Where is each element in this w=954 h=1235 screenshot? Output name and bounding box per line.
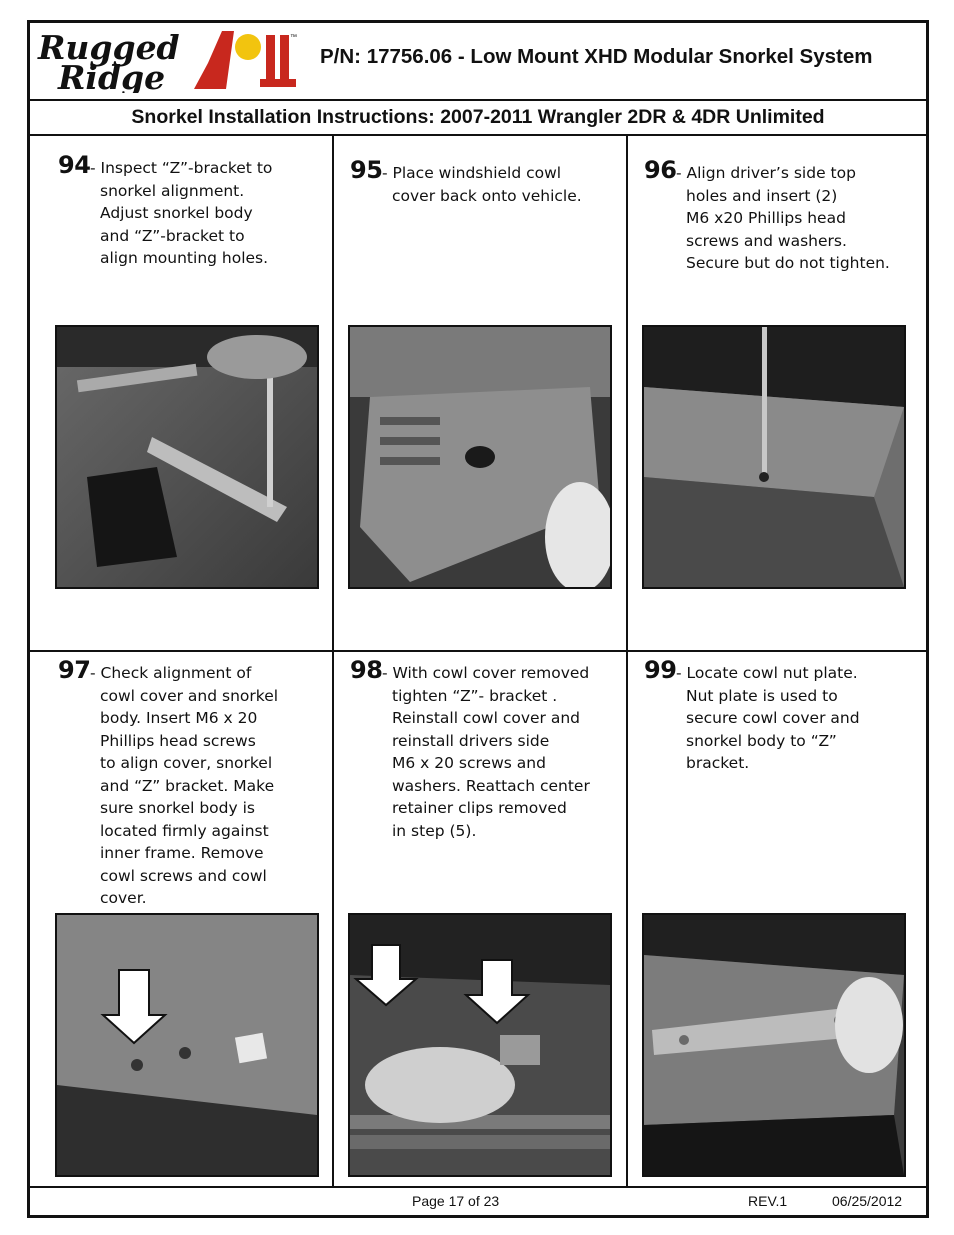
rugged-ridge-logo	[36, 29, 298, 93]
step-number: 97	[58, 656, 91, 684]
revision-date: 06/25/2012	[832, 1193, 903, 1209]
step-number: 96	[644, 156, 677, 184]
page-number: Page 17 of 23	[412, 1193, 500, 1209]
page-frame	[27, 20, 929, 1218]
step-number: 98	[350, 656, 383, 684]
installation-subtitle: Snorkel Installation Instructions: 2007-2011 Wrangler 2DR & 4DR Unlimited	[30, 101, 926, 136]
revision: REV.1	[748, 1193, 788, 1209]
step-99-photo	[642, 913, 906, 1177]
svg-text:™: ™	[290, 34, 297, 41]
row-divider	[30, 650, 926, 652]
step-number: 94	[58, 151, 91, 179]
step-text-first-line: - Check alignment of	[90, 664, 252, 682]
column-divider	[626, 136, 628, 1187]
footer-divider	[30, 1186, 926, 1188]
step-98-photo	[348, 913, 612, 1177]
step-text-first-line: - Place windshield cowl	[382, 164, 562, 182]
step-text-first-line: - With cowl cover removed	[382, 664, 590, 682]
step-96-photo	[642, 325, 906, 589]
step-text: cover back onto vehicle.	[392, 186, 582, 205]
step-text: Nut plate is used to secure cowl cover and snorkel body to “Z” bracket.	[686, 686, 860, 772]
step-95-photo	[348, 325, 612, 589]
svg-text:Ridge: Ridge	[58, 58, 166, 93]
header	[30, 23, 926, 101]
step-text: snorkel alignment. Adjust snorkel body and “Z”-bracket to align mounting holes.	[100, 181, 269, 267]
step-97-photo	[55, 913, 319, 1177]
svg-text:Rugged: Rugged	[38, 29, 180, 67]
step-text-first-line: - Locate cowl nut plate.	[676, 664, 858, 682]
step-text: tighten “Z”- bracket . Reinstall cowl cover and reinstall drivers side M6 x 20 screws and washers. Reattach center retainer clips removed in step (5).	[392, 686, 590, 840]
step-text: cowl cover and snorkel body. Insert M6 x 20 Phillips head screws to align cover, snorkel and “Z” bracket. Make sure snorkel body is located firmly against inner frame. Remove cowl screws and cowl cover.	[100, 686, 279, 907]
column-divider	[332, 136, 334, 1187]
step-text-first-line: - Inspect “Z”-bracket to	[90, 159, 273, 177]
part-number-title: P/N: 17756.06 - Low Mount XHD Modular Snorkel System	[320, 45, 873, 68]
step-text-first-line: - Align driver’s side top	[676, 164, 856, 182]
step-text: holes and insert (2) M6 x20 Phillips head screws and washers. Secure but do not tighten.	[686, 186, 890, 272]
step-number: 95	[350, 156, 383, 184]
step-number: 99	[644, 656, 677, 684]
step-94-photo	[55, 325, 319, 589]
